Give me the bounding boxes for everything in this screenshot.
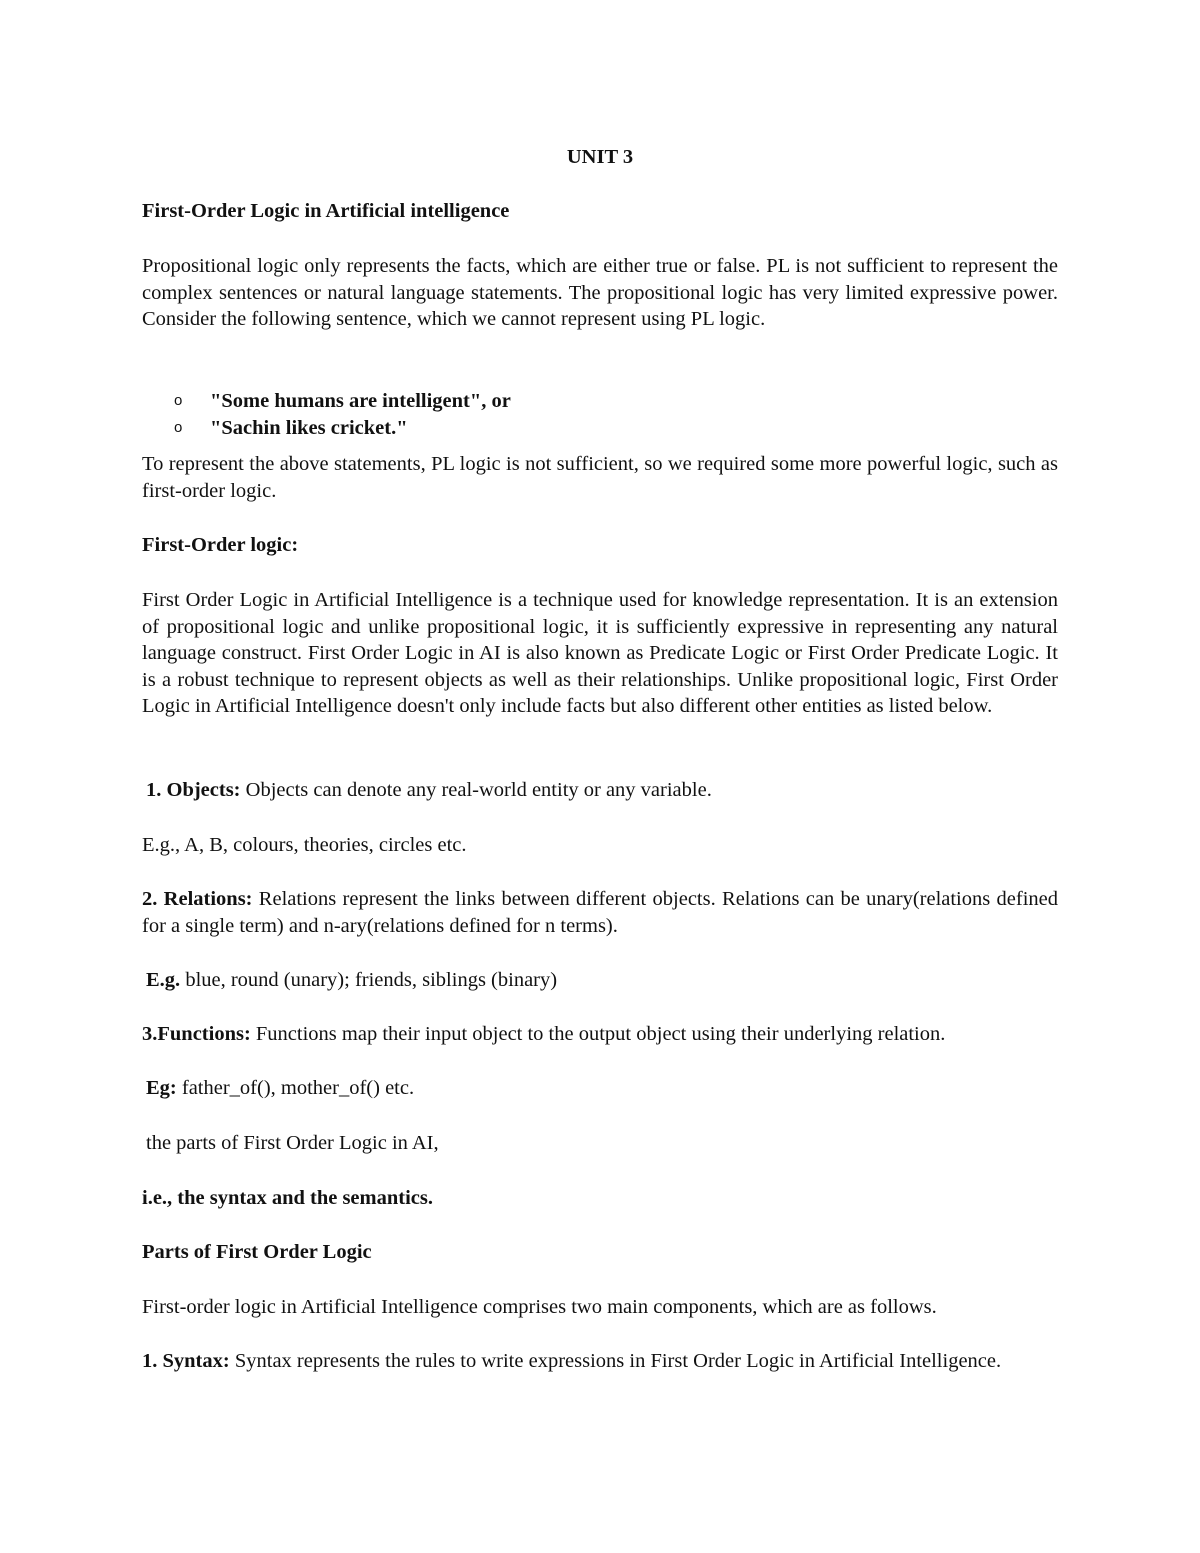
bullet-item bbox=[142, 415, 1058, 442]
functions-label: 3.Functions: bbox=[142, 1023, 251, 1045]
relations-text: Relations represent the links between different objects. Relations can be unary(relations defined for a single term) and n-ary(relations defined for n terms). bbox=[142, 888, 1059, 937]
syntax-item bbox=[142, 1348, 1058, 1375]
main-heading: First-Order Logic in Artificial intelligence bbox=[142, 200, 510, 222]
syntax-text: Syntax represents the rules to write expressions in First Order Logic in Artificial Intelligence. bbox=[229, 1350, 1002, 1372]
functions-example-text: father_of(), mother_of() etc. bbox=[176, 1077, 415, 1099]
functions-item bbox=[142, 1021, 1058, 1048]
intro-paragraph: Propositional logic only represents the facts, which are either true or false. PL is not sufficient to represent the complex sentences or natural language statements. The propositional logic has very limited expressive power. Consider the following sentence, which we cannot represent using PL logic. bbox=[142, 255, 1058, 330]
functions-text: Functions map their input object to the output object using their underlying relation. bbox=[250, 1023, 946, 1045]
bullet-marker-icon: o bbox=[174, 392, 183, 409]
relations-label: 2. Relations: bbox=[142, 888, 253, 910]
example-bullet-list bbox=[142, 388, 1058, 441]
syntax-label: 1. Syntax: bbox=[142, 1350, 230, 1372]
parts-paragraph: First-order logic in Artificial Intelligence comprises two main components, which are as follows. bbox=[142, 1296, 937, 1318]
objects-label: 1. Objects: bbox=[146, 779, 241, 801]
fol-heading: First-Order logic: bbox=[142, 534, 299, 556]
functions-example bbox=[142, 1075, 1062, 1102]
fol-paragraph: First Order Logic in Artificial Intelligence is a technique used for knowledge representation. It is an extension of propositional logic and unlike propositional logic, it is sufficiently expressive in representing any natural language construct. First Order Logic in AI is also known as Predicate Logic or First Order Predicate Logic. It is a robust technique to represent objects as well as their relationships. Unlike propositional logic, First Order Logic in Artificial Intelligence doesn't only include facts but also different other entities as listed below. bbox=[142, 589, 1058, 717]
bullet-item bbox=[142, 388, 1058, 415]
objects-text: Objects can denote any real-world entity or any variable. bbox=[240, 779, 712, 801]
after-bullets-paragraph: To represent the above statements, PL logic is not sufficient, so we required some more powerful logic, such as first-order logic. bbox=[142, 453, 1058, 502]
parts-intro: the parts of First Order Logic in AI, bbox=[146, 1132, 439, 1154]
bullet-marker-icon: o bbox=[174, 418, 183, 436]
functions-example-label: Eg: bbox=[146, 1077, 177, 1099]
bullet-text: "Some humans are intelligent", or bbox=[210, 390, 511, 412]
relations-example bbox=[142, 967, 1062, 994]
unit-title: UNIT 3 bbox=[566, 146, 634, 168]
objects-example: E.g., A, B, colours, theories, circles etc. bbox=[142, 834, 467, 856]
relations-example-text: blue, round (unary); friends, siblings (binary) bbox=[180, 969, 558, 991]
parts-heading: Parts of First Order Logic bbox=[142, 1241, 372, 1263]
bullet-text: "Sachin likes cricket." bbox=[210, 416, 408, 439]
relations-item bbox=[142, 886, 1058, 939]
objects-item bbox=[142, 777, 1062, 804]
parts-ie: i.e., the syntax and the semantics. bbox=[142, 1187, 433, 1209]
relations-example-label: E.g. bbox=[146, 969, 181, 991]
